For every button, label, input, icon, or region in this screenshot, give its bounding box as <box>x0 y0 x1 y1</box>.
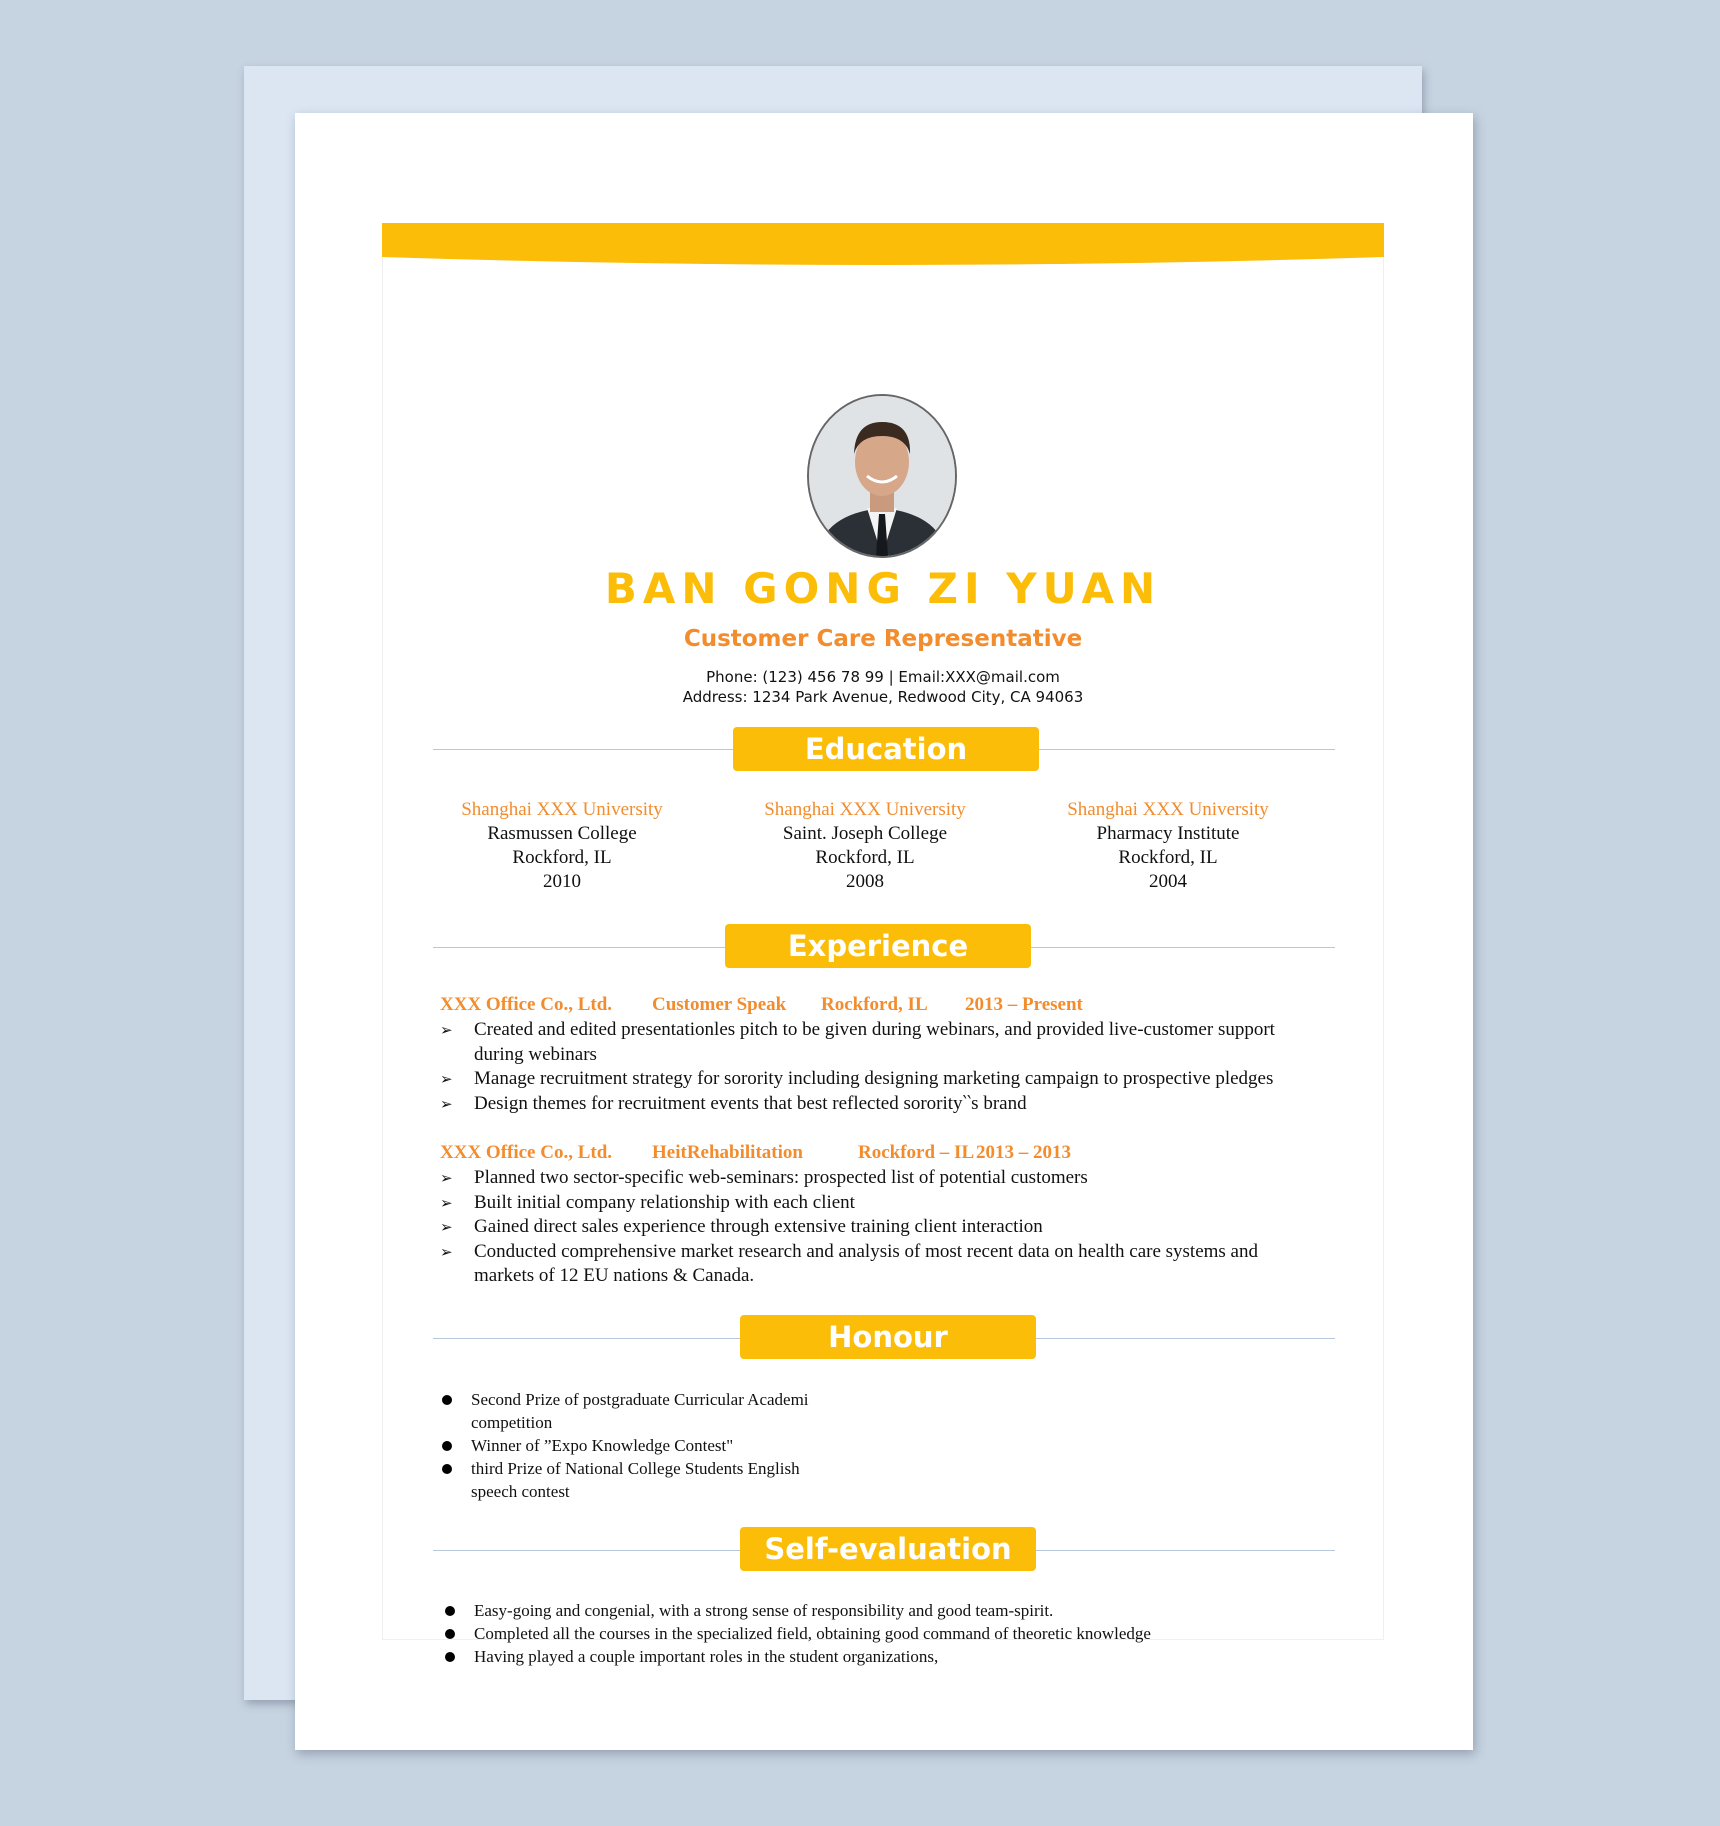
header-accent-band <box>382 223 1384 267</box>
job-position: Customer Speak <box>652 994 787 1015</box>
job-duty: ➢ Created and edited presentationles pitch to be given during webinars, and provided live-customer support during webinars <box>440 1019 1275 1065</box>
job-position: HeitRehabilitation <box>652 1142 803 1163</box>
arrow-bullet-icon: ➢ <box>440 1169 453 1187</box>
job-duty: ➢ Planned two sector-specific web-seminars: prospected list of potential customers <box>440 1166 1320 1191</box>
job-period: 2013 – Present <box>965 994 1083 1015</box>
dot-bullet-icon <box>445 1629 455 1639</box>
job-duties-list <box>440 1018 1320 1116</box>
honour-list <box>440 1388 840 1503</box>
honour-item: third Prize of National College Students English speech contest <box>440 1457 840 1503</box>
arrow-bullet-icon: ➢ <box>440 1070 453 1088</box>
honour-item: Winner of ”Expo Knowledge Contest" <box>440 1434 840 1457</box>
dot-bullet-icon <box>445 1606 455 1616</box>
job-company: XXX Office Co., Ltd. <box>440 1142 613 1163</box>
portrait-photo-icon <box>809 396 955 556</box>
arrow-bullet-icon: ➢ <box>440 1218 453 1236</box>
job-duty: ➢ Built initial company relationship with each client <box>440 1191 1320 1216</box>
experience-heading: Experience <box>725 924 1031 968</box>
education-year: 2008 <box>846 871 884 892</box>
education-heading: Education <box>733 727 1039 771</box>
address-line: Address: 1234 Park Avenue, Redwood City, CA 94063 <box>682 688 1084 706</box>
job-duty: ➢ Design themes for recruitment events that best reflected sorority‵‵s brand <box>440 1092 1320 1117</box>
dot-bullet-icon <box>442 1464 452 1474</box>
education-entry <box>412 798 712 894</box>
self-evaluation-heading: Self-evaluation <box>740 1527 1036 1571</box>
candidate-name: BAN GONG ZI YUAN <box>604 564 1162 613</box>
dot-bullet-icon <box>442 1395 452 1405</box>
dot-bullet-icon <box>445 1652 455 1662</box>
resume-content <box>382 223 1384 1666</box>
education-college: Rasmussen College <box>487 823 637 844</box>
education-university: Shanghai XXX University <box>1067 799 1269 820</box>
education-year: 2010 <box>543 871 581 892</box>
job-duties-list <box>440 1166 1320 1289</box>
job-title: Customer Care Representative <box>683 626 1083 652</box>
education-university: Shanghai XXX University <box>764 799 966 820</box>
education-entry <box>1018 798 1318 894</box>
resume-page <box>295 113 1473 1750</box>
arrow-bullet-icon: ➢ <box>440 1021 453 1039</box>
education-college: Pharmacy Institute <box>1096 823 1240 844</box>
education-year: 2004 <box>1149 871 1187 892</box>
self-evaluation-item: Easy-going and congenial, with a strong sense of responsibility and good team-spirit. <box>443 1599 1343 1622</box>
education-college: Saint. Joseph College <box>782 823 948 844</box>
arrow-bullet-icon: ➢ <box>440 1242 453 1261</box>
job-location: Rockford – IL <box>858 1142 975 1163</box>
education-entry <box>715 798 1015 894</box>
profile-photo <box>807 394 957 558</box>
education-location: Rockford, IL <box>815 847 915 868</box>
honour-heading: Honour <box>740 1315 1036 1359</box>
job-location: Rockford, IL <box>821 994 928 1015</box>
job-duty: ➢ Conducted comprehensive market research and analysis of most recent data on health care systems and markets of 12 EU nations & Canada. <box>440 1240 1258 1286</box>
arrow-bullet-icon: ➢ <box>440 1094 453 1113</box>
self-evaluation-item: Completed all the courses in the specialized field, obtaining good command of theoretic knowledge <box>443 1622 1343 1645</box>
job-duty: ➢ Manage recruitment strategy for sorority including designing marketing campaign to prospective pledges <box>440 1067 1320 1092</box>
honour-item: Second Prize of postgraduate Curricular Academi competition <box>440 1388 840 1434</box>
education-location: Rockford, IL <box>512 847 612 868</box>
self-evaluation-list <box>440 1599 1343 1668</box>
arrow-bullet-icon: ➢ <box>440 1193 453 1212</box>
job-company: XXX Office Co., Ltd. <box>440 994 613 1015</box>
job-duty: ➢ Gained direct sales experience through extensive training client interaction <box>440 1215 1320 1240</box>
contact-line: Phone: (123) 456 78 99 | Email:XXX@mail.com <box>706 668 1060 686</box>
education-location: Rockford, IL <box>1118 847 1218 868</box>
dot-bullet-icon <box>442 1441 452 1451</box>
job-period: 2013 – 2013 <box>976 1142 1071 1163</box>
education-university: Shanghai XXX University <box>461 799 663 820</box>
self-evaluation-item: Having played a couple important roles in the student organizations, <box>443 1645 1343 1668</box>
